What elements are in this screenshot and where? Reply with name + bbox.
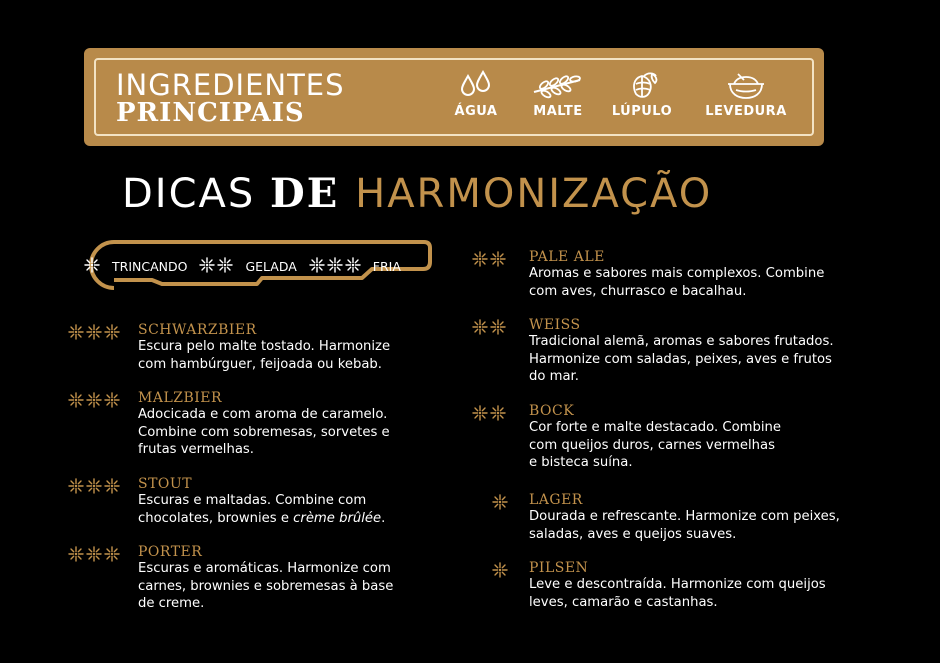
cold-star-icon	[86, 546, 102, 562]
cold-star-icon	[472, 319, 488, 335]
cold-star-icon	[327, 257, 343, 273]
cold-star-icon	[490, 405, 506, 421]
ingredient-label: LÚPULO	[611, 104, 673, 119]
beer-description: Escuras e aromáticas. Harmonize com carnes, brownies e sobremesas à base de creme.	[138, 561, 394, 611]
title-part-de: DE	[270, 170, 356, 217]
yeast-bowl-icon	[724, 70, 768, 100]
temperature-stars	[68, 478, 122, 494]
legend-label-trincando: TRINCANDO	[112, 259, 188, 274]
beer-name: STOUT	[138, 476, 193, 492]
title-part-harmonizacao: HARMONIZAÇÃO	[355, 171, 713, 217]
ingredient-levedura	[696, 70, 796, 119]
beer-description: Tradicional alemã, aromas e sabores frutados. Harmonize com saladas, peixes, aves e frutos do mar.	[529, 334, 834, 384]
cold-star-icon	[104, 392, 120, 408]
legend-stars-2	[199, 257, 235, 276]
temperature-stars	[472, 405, 508, 421]
temperature-stars	[472, 251, 508, 267]
water-drops-icon	[456, 70, 496, 100]
beer-description: Aromas e sabores mais complexos. Combine com aves, churrasco e bacalhau.	[529, 266, 825, 299]
beer-name: BOCK	[529, 403, 575, 419]
cold-star-icon	[472, 251, 488, 267]
temperature-legend	[84, 257, 413, 276]
temperature-stars	[68, 324, 122, 340]
cold-star-icon	[68, 324, 84, 340]
cold-star-icon	[86, 324, 102, 340]
cold-star-icon	[217, 257, 233, 273]
cold-star-icon	[490, 319, 506, 335]
cold-star-icon	[86, 392, 102, 408]
cold-star-icon	[84, 257, 100, 273]
beer-description: Adocicada e com aroma de caramelo. Combine com sobremesas, sorvetes e frutas vermelhas.	[138, 407, 390, 457]
temperature-stars	[492, 494, 510, 510]
cold-star-icon	[472, 405, 488, 421]
beer-name: LAGER	[529, 492, 583, 508]
cold-star-icon	[104, 324, 120, 340]
ingredient-label: MALTE	[533, 104, 583, 119]
title-part-dicas: DICAS	[122, 171, 270, 217]
wheat-icon	[530, 70, 586, 100]
beer-name: PORTER	[138, 544, 203, 560]
hop-icon	[622, 70, 662, 100]
cold-star-icon	[199, 257, 215, 273]
beer-description: Dourada e refrescante. Harmonize com peixes, saladas, aves e queijos suaves.	[529, 509, 840, 542]
cold-star-icon	[492, 494, 508, 510]
banner-title-line2: PRINCIPAIS	[116, 98, 305, 128]
beer-description: Escura pelo malte tostado. Harmonize com hambúrguer, feijoada ou kebab.	[138, 339, 391, 372]
legend-stars-1	[84, 257, 102, 276]
cold-star-icon	[492, 562, 508, 578]
ingredient-label: ÁGUA	[454, 104, 498, 119]
banner-title-line1: INGREDIENTES	[116, 68, 345, 102]
beer-name: PALE ALE	[529, 249, 605, 265]
legend-stars-3	[309, 257, 363, 276]
beer-name: SCHWARZBIER	[138, 322, 257, 338]
cold-star-icon	[86, 478, 102, 494]
ingredient-lupulo	[592, 70, 692, 119]
cold-star-icon	[345, 257, 361, 273]
beer-description: Escuras e maltadas. Combine com chocolates, brownies e crème brûlée.	[138, 493, 386, 526]
cold-star-icon	[68, 546, 84, 562]
cold-star-icon	[104, 478, 120, 494]
cold-star-icon	[490, 251, 506, 267]
page-title	[122, 170, 712, 217]
cold-star-icon	[68, 392, 84, 408]
legend-label-fria: FRIA	[372, 259, 401, 274]
beer-name: WEISS	[529, 317, 581, 333]
cold-star-icon	[68, 478, 84, 494]
beer-name: PILSEN	[529, 560, 589, 576]
temperature-stars	[68, 392, 122, 408]
beer-description: Leve e descontraída. Harmonize com queijos leves, camarão e castanhas.	[529, 577, 826, 610]
legend-label-gelada: GELADA	[245, 259, 297, 274]
beer-description: Cor forte e malte destacado. Combine com queijos duros, carnes vermelhas e bisteca suína.	[529, 420, 782, 470]
temperature-stars	[472, 319, 508, 335]
temperature-stars	[492, 562, 510, 578]
beer-name: MALZBIER	[138, 390, 223, 406]
temperature-stars	[68, 546, 122, 562]
ingredient-label: LEVEDURA	[705, 104, 787, 119]
cold-star-icon	[104, 546, 120, 562]
cold-star-icon	[309, 257, 325, 273]
